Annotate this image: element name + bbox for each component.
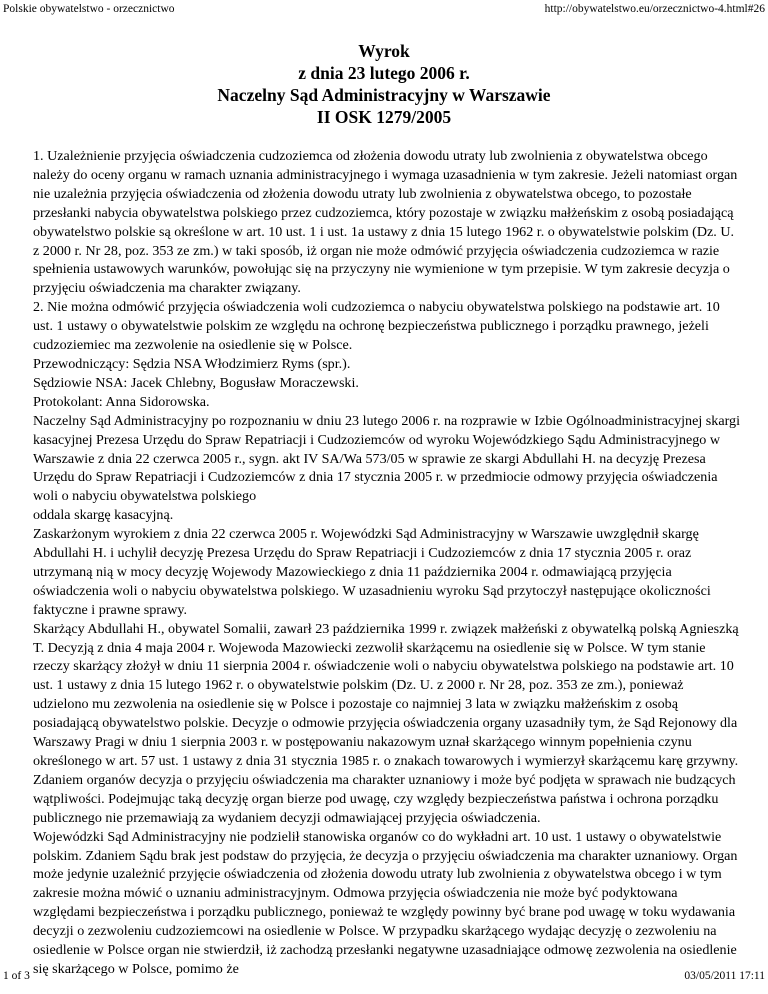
print-header xyxy=(0,2,768,18)
paragraph: Zaskarżonym wyrokiem z dnia 22 czerwca 2005 r. Wojewódzki Sąd Administracyjny w Warszawie uwzględnił skargę Abdullahi H. i uchylił decyzję Prezesa Urzędu do Spraw Repatriacji i Cudzoziemców z dnia 17 stycznia 2005 r. oraz utrzymaną nią w mocy decyzję Wojewody Mazowieckiego z dnia 11 października 2004 r. odmawiającą przyjęcia oświadczenia woli o nabyciu obywatelstwa polskiego. W uzasadnieniu wyroku Sąd przytoczył następujące okoliczności faktyczne i prawne sprawy. xyxy=(33,526,711,618)
print-header-url: http://obywatelstwo.eu/orzecznictwo-4.html#26 xyxy=(544,3,765,15)
document-body xyxy=(33,147,741,977)
print-header-title: Polskie obywatelstwo - orzecznictwo xyxy=(3,3,175,15)
title-line-1: Wyrok xyxy=(358,41,410,61)
document-title xyxy=(0,40,768,128)
paragraph: oddala skargę kasacyjną. xyxy=(33,507,174,524)
paragraph: 1. Uzależnienie przyjęcia oświadczenia cudzoziemca od złożenia dowodu utraty lub zwolnienia z obywatelstwa obcego należy do oceny organu w ramach uznania administracyjnego i wymaga uzasadnienia w tym zakresie. Jeżeli natomiast organ nie uzależnia przyjęcia oświadczenia od złożenia dowodu utraty lub zwolnienia z obywatelstwa obcego, to pozostałe przesłanki nabycia obywatelstwa polskiego przez cudzoziemca, który pozostaje w związku małżeńskim z osobą posiadającą obywatelstwo polskie są określone w art. 10 ust. 1 i ust. 1a ustawy z dnia 15 lutego 1962 r. o obywatelstwie polskim (Dz. U. z 2000 r. Nr 28, poz. 353 ze zm.) w taki sposób, iż organ nie może odmówić przyjęcia oświadczenia cudzoziemca w razie spełnienia ustawowych warunków, powołując się na przyczyny nie wymienione w tym przepisie. W tym zakresie decyzja o przyjęciu oświadczenia ma charakter związany. xyxy=(33,148,738,297)
paragraph: Skarżący Abdullahi H., obywatel Somalii, zawarł 23 października 1999 r. związek małżeński z obywatelką polską Agnieszką T. Decyzją z dnia 4 maja 2004 r. Wojewoda Mazowiecki zezwolił skarżącemu na osiedlenie się w Polsce. W tym stanie rzeczy skarżący złożył w dniu 11 sierpnia 2004 r. oświadczenie woli o nabyciu obywatelstwa polskiego na podstawie art. 10 ust. 1 ustawy z dnia 15 lutego 1962 r. o obywatelstwie polskim (Dz. U. z 2000 r. Nr 28, poz. 353 ze zm.), ponieważ udzielono mu zezwolenia na osiedlenie się w Polsce i pozostaje co najmniej 3 lata w związku małżeńskim z osobą posiadającą obywatelstwo polskie. Decyzje o odmowie przyjęcia oświadczenia organy uzasadniły tym, że Sąd Rejonowy dla Warszawy Pragi w dniu 1 sierpnia 2003 r. w postępowaniu nakazowym uznał skarżącego winnym popełnienia czynu określonego w art. 57 ust. 1 ustawy z dnia 31 stycznia 1985 r. o znakach towarowych i wymierzył skarżącemu karę grzywny. Zdaniem organów decyzja o przyjęciu oświadczenia ma charakter uznaniowy i może być podjęta w sprawach nie budzących wątpliwości. Podejmując taką decyzję organ bierze pod uwagę, czy względy bezpieczeństwa państwa i ochrona porządku publicznego nie przemawiają za wydaniem decyzji odmawiającej przyjęcia oświadczenia. xyxy=(33,620,739,826)
print-footer xyxy=(0,969,768,985)
title-line-2: z dnia 23 lutego 2006 r. xyxy=(298,63,470,83)
paragraph: Wojewódzki Sąd Administracyjny nie podzielił stanowiska organów co do wykładni art. 10 ust. 1 ustawy o obywatelstwie polskim. Zdaniem Sądu brak jest podstaw do przyjęcia, że decyzja o przyjęciu oświadczenia ma charakter uznaniowy. Organ może jedynie uzależnić przyjęcie oświadczenia od złożenia dowodu utraty lub zwolnienia z obywatelstwa obcego i w tym zakresie można mówić o uznaniu administracyjnym. Odmowa przyjęcia oświadczenia nie może być podyktowana względami bezpieczeństwa i porządku publicznego, ponieważ te względy powinny być brane pod uwagę w toku wydawania decyzji o zezwoleniu cudzoziemcowi na osiedlenie w Polsce. W przypadku skarżącego wydając decyzję o zezwoleniu na osiedlenie w Polsce organ nie stwierdził, iż zachodzą przesłanki negatywne uzasadniające odmowę zezwolenia na osiedlenie się skarżącego w Polsce, pomimo że xyxy=(33,828,738,977)
paragraph: Protokolant: Anna Sidorowska. xyxy=(33,393,210,410)
paragraph: Przewodniczący: Sędzia NSA Włodzimierz Ryms (spr.). xyxy=(33,355,351,372)
print-timestamp: 03/05/2011 17:11 xyxy=(684,970,765,982)
title-line-3: Naczelny Sąd Administracyjny w Warszawie xyxy=(217,85,551,105)
paragraph: Naczelny Sąd Administracyjny po rozpoznaniu w dniu 23 lutego 2006 r. na rozprawie w Izbie Ogólnoadministracyjnej skargi kasacyjnej Prezesa Urzędu do Spraw Repatriacji i Cudzoziemców od wyroku Wojewódzkiego Sądu Administracyjnego w Warszawie z dnia 22 czerwca 2005 r., sygn. akt IV SA/Wa 573/05 w sprawie ze skargi Abdullahi H. na decyzję Prezesa Urzędu do Spraw Repatriacji i Cudzoziemców z dnia 17 stycznia 2005 r. w przedmiocie odmowy przyjęcia oświadczenia woli o nabyciu obywatelstwa polskiego xyxy=(33,412,740,505)
title-line-4: II OSK 1279/2005 xyxy=(316,107,452,127)
page-number: 1 of 3 xyxy=(3,970,30,982)
paragraph: 2. Nie można odmówić przyjęcia oświadczenia woli cudzoziemca o nabyciu obywatelstwa polskiego na podstawie art. 10 ust. 1 ustawy o obywatelstwie polskim ze względu na ochronę bezpieczeństwa publicznego i porządku prawnego, jeżeli cudzoziemiec ma zezwolenie na osiedlenie się w Polsce. xyxy=(33,299,720,354)
paragraph: Sędziowie NSA: Jacek Chlebny, Bogusław Moraczewski. xyxy=(33,374,359,391)
